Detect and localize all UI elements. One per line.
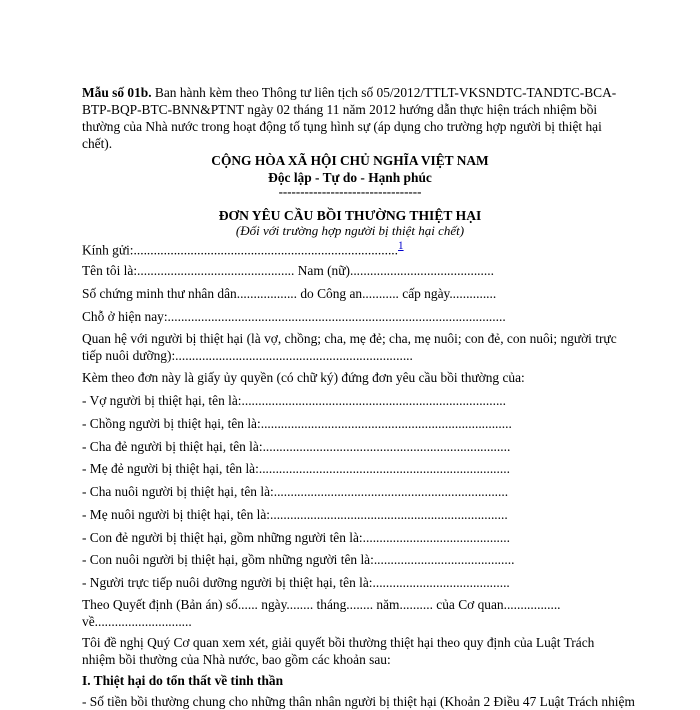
kinh-gui-line	[82, 238, 622, 258]
cmnd-line: Số chứng minh thư nhân dân.................. do Công an........... cấp ngày..............	[82, 286, 497, 301]
document-title: ĐƠN YÊU CẦU BỒI THƯỜNG THIỆT HẠI	[218, 208, 482, 223]
intro-text: Ban hành kèm theo Thông tư liên tịch số 05/2012/TTLT-VKSNDTC-TANDTC-BCA-BTP-BQP-BTC-BNN&PTNT ngày 02 tháng 11 năm 2012 hướng dẫn thực hiện trách nhiệm bồi thường của Nhà nước trong hoạt động tố tụng hình sự (áp dụng cho trường hợp người bị thiệt hại chết).	[82, 85, 617, 151]
me-nuoi-line: - Mẹ nuôi người bị thiệt hại, tên là:.......................................................................	[82, 507, 508, 522]
chong-line: - Chồng người bị thiệt hại, tên là:...........................................................................	[82, 416, 512, 431]
intro-paragraph	[82, 84, 622, 152]
separator-line: ---------------------------------	[278, 184, 422, 199]
item-1-line: - Số tiền bồi thường chung cho những thân nhân người bị thiệt hại (Khoản 2 Điều 47 Luật Trách nhiệm	[82, 694, 635, 709]
con-de-line: - Con đẻ người bị thiệt hại, gồm những người tên là:............................................	[82, 530, 510, 545]
section-1-heading: I. Thiệt hại do tổn thất về tinh thần	[82, 673, 284, 688]
nation-heading: CỘNG HÒA XÃ HỘI CHỦ NGHĨA VIỆT NAM	[211, 153, 489, 168]
cha-nuoi-line: - Cha nuôi người bị thiệt hại, tên là:......................................................................	[82, 484, 509, 499]
ten-toi-line: Tên tôi là:............................................... Nam (nữ)...........................................	[82, 263, 494, 278]
nguoi-nuoi-line: - Người trực tiếp nuôi dưỡng người bị thiệt hại, tên là:.........................................	[82, 575, 510, 590]
de-nghi-paragraph: Tôi đề nghị Quý Cơ quan xem xét, giải quyết bồi thường thiệt hại theo quy định của Luật Trách nhiệm bồi thường của Nhà nước, bao gồm các khoản sau:	[82, 635, 595, 667]
form-number: Mẫu số 01b.	[82, 85, 152, 100]
quan-he-line: Quan hệ với người bị thiệt hại (là vợ, chồng; cha, mẹ đẻ; cha, mẹ nuôi; con đẻ, con nuôi; người trực tiếp nuôi dưỡng):.......................................................................	[82, 331, 617, 363]
cho-o-line: Chỗ ở hiện nay:.....................................................................................................	[82, 309, 506, 324]
vo-line: - Vợ người bị thiệt hại, tên là:...............................................................................	[82, 393, 506, 408]
document-subtitle: (Đối với trường hợp người bị thiệt hại chết)	[235, 223, 465, 238]
footnote-link[interactable]: 1	[398, 240, 404, 252]
me-de-line: - Mẹ đẻ người bị thiệt hại, tên là:...........................................................................	[82, 461, 510, 476]
cha-de-line: - Cha đẻ người bị thiệt hại, tên là:..........................................................................	[82, 439, 511, 454]
quyet-dinh-line: Theo Quyết định (Bản án) số...... ngày........ tháng........ năm.......... của Cơ quan................. về.............................	[82, 597, 561, 629]
con-nuoi-line: - Con nuôi người bị thiệt hại, gồm những người tên là:..........................................	[82, 552, 515, 567]
kem-theo-line: Kèm theo đơn này là giấy ủy quyền (có chữ ký) đứng đơn yêu cầu bồi thường của:	[82, 370, 525, 385]
motto: Độc lập - Tự do - Hạnh phúc	[268, 170, 432, 185]
kinh-gui-text: Kính gửi:...............................................................................	[82, 242, 398, 258]
